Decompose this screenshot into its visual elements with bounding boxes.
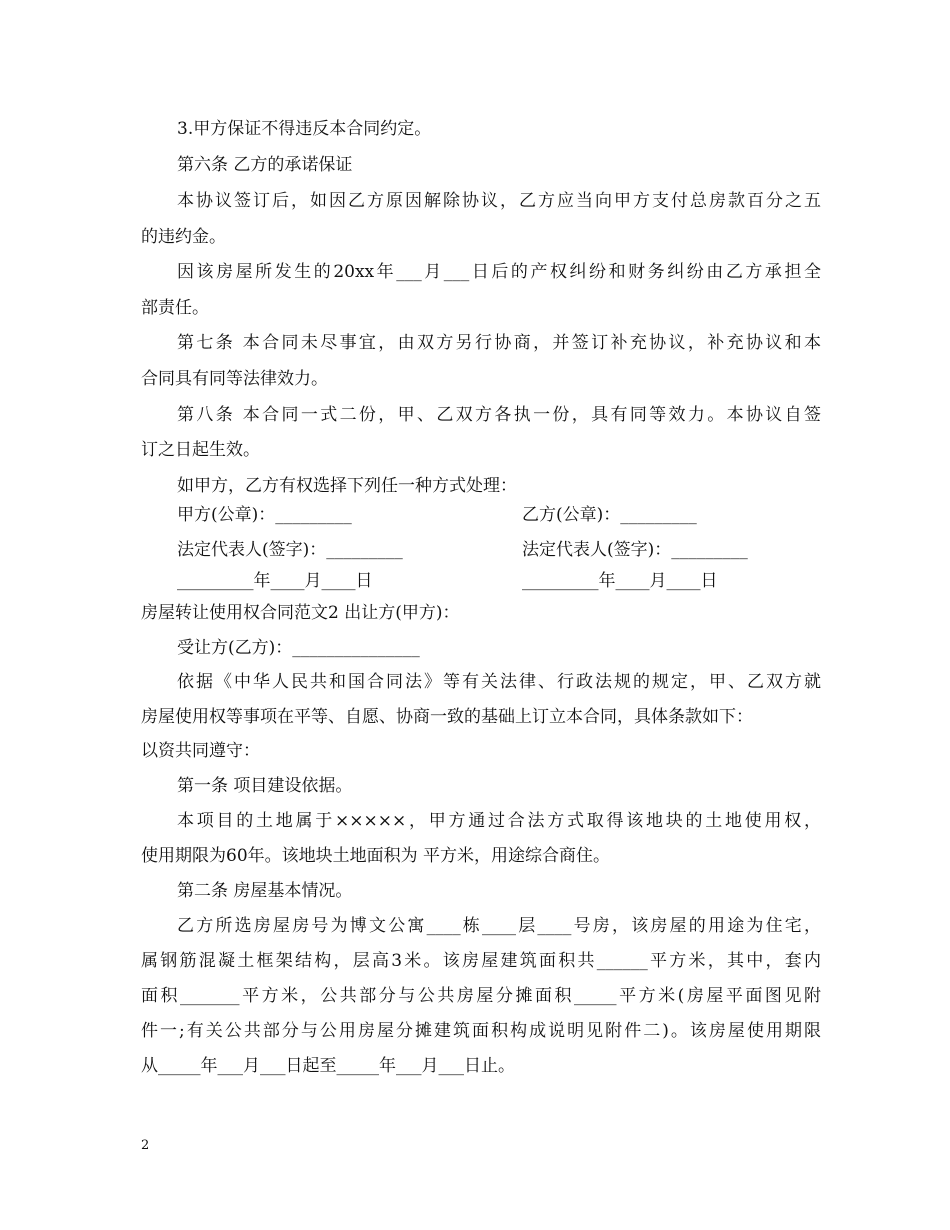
text-line: 依据《中华人民共和国合同法》等有关法律、行政法规的规定，甲、乙双方就 — [177, 672, 821, 692]
text-line: 本项目的土地属于×××××，甲方通过合法方式取得该地块的土地使用权， — [177, 811, 821, 831]
text-line: 从_____年___月___日起至_____年___月___日止。 — [141, 1056, 515, 1076]
party-b-date: _________年____月____日 — [522, 571, 718, 591]
text-line: 面积_______平方米，公共部分与公共房屋分摊面积_____平方米(房屋平面图见附 — [141, 986, 821, 1006]
text-line: 以资共同遵守： — [141, 741, 260, 761]
text-line: 合同具有同等法律效力。 — [141, 369, 328, 389]
text-line: 第七条 本合同未尽事宜，由双方另行协商，并签订补充协议，补充协议和本 — [177, 333, 821, 353]
text-line: 第二条 房屋基本情况。 — [177, 881, 353, 901]
party-a-date: _________年____月____日 — [177, 571, 373, 591]
page-number: 2 — [141, 1138, 150, 1153]
text-line: 第八条 本合同一式二份，甲、乙双方各执一份，具有同等效力。本协议自签 — [177, 405, 821, 425]
text-line: 的违约金。 — [141, 227, 226, 247]
party-a-representative: 法定代表人(签字)：_________ — [177, 540, 403, 560]
text-line: 房屋使用权等事项在平等、自愿、协商一致的基础上订立本合同，具体条款如下： — [141, 707, 753, 727]
text-line: 房屋转让使用权合同范文2 出让方(甲方)： — [141, 603, 460, 623]
text-line: 因该房屋所发生的20xx年___月___日后的产权纠纷和财务纠纷由乙方承担全 — [177, 262, 821, 282]
text-line: 件一;有关公共部分与公用房屋分摊建筑面积构成说明见附件二)。该房屋使用期限 — [141, 1021, 821, 1041]
text-line: 第六条 乙方的承诺保证 — [177, 155, 353, 175]
text-line: 乙方所选房屋房号为博文公寓____栋____层____号房，该房屋的用途为住宅， — [177, 916, 821, 936]
party-b-representative: 法定代表人(签字)：_________ — [522, 540, 748, 560]
text-line: 属钢筋混凝土框架结构，层高3米。该房屋建筑面积共______平方米，其中，套内 — [141, 951, 821, 971]
text-line: 本协议签订后，如因乙方原因解除协议，乙方应当向甲方支付总房款百分之五 — [177, 191, 821, 211]
party-b-seal: 乙方(公章)：_________ — [522, 505, 697, 525]
text-line: 部责任。 — [141, 298, 209, 318]
text-line: 订之日起生效。 — [141, 440, 260, 460]
party-a-seal: 甲方(公章)：_________ — [177, 505, 352, 525]
text-line: 受让方(乙方)：_______________ — [177, 638, 420, 658]
text-line: 3.甲方保证不得违反本合同约定。 — [177, 119, 432, 139]
text-line: 第一条 项目建设依据。 — [177, 776, 353, 796]
text-line: 如甲方，乙方有权选择下列任一种方式处理： — [177, 476, 517, 496]
text-line: 使用期限为60年。该地块土地面积为 平方米，用途综合商住。 — [141, 846, 611, 866]
